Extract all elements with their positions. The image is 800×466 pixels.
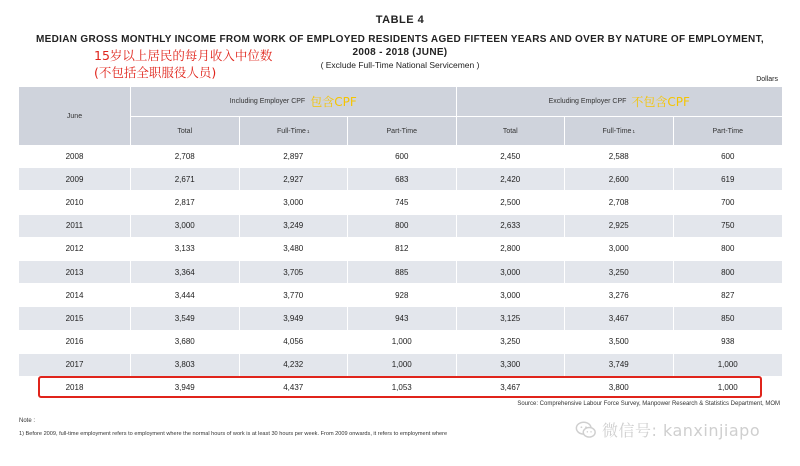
value-cell: 3,680 (131, 331, 240, 353)
value-cell: 3,300 (457, 354, 566, 376)
value-cell: 3,276 (565, 284, 674, 306)
table-body (19, 145, 782, 400)
year-cell: 2009 (19, 168, 131, 190)
source-note: Source: Comprehensive Labour Force Survey, Manpower Research & Statistics Department, MOM (517, 401, 780, 407)
value-cell: 700 (721, 197, 735, 207)
value-cell: 885 (348, 261, 457, 283)
value-cell: 2,671 (131, 168, 240, 190)
value-cell: 3,444 (131, 284, 240, 306)
value-cell: 3,770 (240, 284, 349, 306)
value-cell: 2,800 (457, 238, 566, 260)
value-cell: 800 (721, 244, 735, 254)
value-cell: 3,000 (565, 238, 674, 260)
header-excluding-cpf-label: Excluding Employer CPF (548, 98, 627, 105)
year-cell: 2010 (19, 191, 131, 213)
chinese-annotation-line1: 15岁以上居民的每月收入中位数 (94, 48, 273, 63)
value-cell: 3,749 (565, 354, 674, 376)
year-cell: 2016 (19, 331, 131, 353)
year-cell: 2015 (19, 307, 131, 329)
value-cell: 1,000 (717, 360, 738, 370)
value-cell: 3,949 (131, 377, 240, 399)
value-cell: 3,467 (565, 307, 674, 329)
wechat-icon (575, 419, 597, 441)
header-including-cpf (131, 87, 457, 116)
table-title-line1: MEDIAN GROSS MONTHLY INCOME FROM WORK OF EMPLOYED RESIDENTS AGED FIFTEEN YEARS AND OVER BY NATURE OF EMPLOYMENT, (36, 34, 764, 45)
header-fulltime-excl-label: Full-Time (602, 127, 632, 135)
value-cell: 745 (348, 191, 457, 213)
value-cell: 1,000 (717, 383, 738, 393)
wechat-watermark (575, 418, 760, 441)
value-cell: 3,364 (131, 261, 240, 283)
table-row (19, 191, 782, 214)
value-cell: 943 (348, 307, 457, 329)
chinese-annotation (94, 47, 272, 81)
value-cell: 3,705 (240, 261, 349, 283)
table-header (19, 87, 782, 145)
value-cell: 812 (348, 238, 457, 260)
header-total-excl: Total (457, 117, 566, 145)
value-cell: 3,480 (240, 238, 349, 260)
highlight-2018-row (38, 376, 762, 398)
value-cell: 2,708 (131, 145, 240, 167)
value-cell: 800 (348, 215, 457, 237)
table-title-line2: 2008 - 2018 (JUNE) (352, 47, 448, 58)
value-cell: 850 (721, 313, 735, 323)
value-cell: 2,817 (131, 191, 240, 213)
value-cell: 2,450 (457, 145, 566, 167)
value-cell: 3,000 (240, 191, 349, 213)
table-row (19, 331, 782, 354)
year-cell: 2011 (19, 215, 131, 237)
year-cell: 2017 (19, 354, 131, 376)
value-cell: 3,800 (565, 377, 674, 399)
value-cell: 2,633 (457, 215, 566, 237)
value-cell: 2,897 (240, 145, 349, 167)
table-row (19, 354, 782, 377)
value-cell: 2,927 (240, 168, 349, 190)
table-row (19, 307, 782, 330)
year-cell: 2012 (19, 238, 131, 260)
value-cell: 600 (721, 151, 735, 161)
value-cell: 3,000 (457, 261, 566, 283)
income-table (19, 87, 782, 400)
value-cell: 3,500 (565, 331, 674, 353)
units-label: Dollars (756, 76, 778, 83)
value-cell: 1,000 (348, 354, 457, 376)
header-total-incl: Total (131, 117, 240, 145)
value-cell: 2,588 (565, 145, 674, 167)
table-row (19, 168, 782, 191)
value-cell: 3,250 (457, 331, 566, 353)
table-row (19, 238, 782, 261)
table-subtitle: ( Exclude Full-Time National Servicemen ) (320, 60, 480, 70)
header-sub-row (131, 117, 782, 145)
header-including-cpf-cn: 包含CPF (310, 95, 357, 109)
value-cell: 827 (721, 290, 735, 300)
header-excluding-cpf (457, 87, 783, 116)
value-cell: 938 (721, 337, 735, 347)
value-cell: 1,000 (348, 331, 457, 353)
value-cell: 1,053 (348, 377, 457, 399)
header-parttime-incl: Part-Time (348, 117, 457, 145)
value-cell: 2,420 (457, 168, 566, 190)
value-cell: 683 (348, 168, 457, 190)
header-excluding-cpf-cn: 不包含CPF (631, 95, 690, 109)
value-cell: 619 (721, 174, 735, 184)
table-number: TABLE 4 (375, 14, 425, 26)
header-groups (131, 87, 782, 145)
value-cell: 4,056 (240, 331, 349, 353)
value-cell: 3,467 (457, 377, 566, 399)
note-label: Note : (19, 418, 36, 424)
header-including-cpf-label: Including Employer CPF (229, 98, 306, 105)
value-cell: 2,600 (565, 168, 674, 190)
header-fulltime-incl-label: Full-Time (277, 127, 306, 135)
header-group-row (131, 87, 782, 117)
value-cell: 3,803 (131, 354, 240, 376)
value-cell: 3,949 (240, 307, 349, 329)
value-cell: 2,708 (565, 191, 674, 213)
header-fulltime-incl (240, 117, 349, 145)
chinese-annotation-line2: (不包括全职服役人员) (94, 65, 217, 80)
header-fulltime-excl (565, 117, 674, 145)
value-cell: 3,133 (131, 238, 240, 260)
header-june: June (19, 87, 131, 145)
value-cell: 3,250 (565, 261, 674, 283)
table-row (19, 145, 782, 168)
value-cell: 800 (721, 267, 735, 277)
footnote-marker: 1 (632, 128, 635, 134)
value-cell: 600 (348, 145, 457, 167)
value-cell: 928 (348, 284, 457, 306)
note-text: 1) Before 2009, full-time employment refers to employment where the normal hours of work is at least 30 hours per week. From 2009 onwards, it refers to employment where (19, 431, 448, 437)
value-cell: 750 (721, 221, 735, 231)
value-cell: 4,232 (240, 354, 349, 376)
header-parttime-excl: Part-Time (674, 117, 783, 145)
year-cell: 2018 (19, 377, 131, 399)
value-cell: 2,925 (565, 215, 674, 237)
table-row (19, 284, 782, 307)
footnote-marker: 1 (306, 128, 310, 134)
year-cell: 2014 (19, 284, 131, 306)
value-cell: 2,500 (457, 191, 566, 213)
table-row (19, 215, 782, 238)
table-row (19, 261, 782, 284)
value-cell: 3,549 (131, 307, 240, 329)
year-cell: 2013 (19, 261, 131, 283)
watermark-text: 微信号: kanxinjiapo (602, 421, 761, 440)
year-cell: 2008 (19, 145, 131, 167)
value-cell: 3,000 (131, 215, 240, 237)
value-cell: 4,437 (240, 377, 349, 399)
value-cell: 3,000 (457, 284, 566, 306)
value-cell: 3,125 (457, 307, 566, 329)
value-cell: 3,249 (240, 215, 349, 237)
